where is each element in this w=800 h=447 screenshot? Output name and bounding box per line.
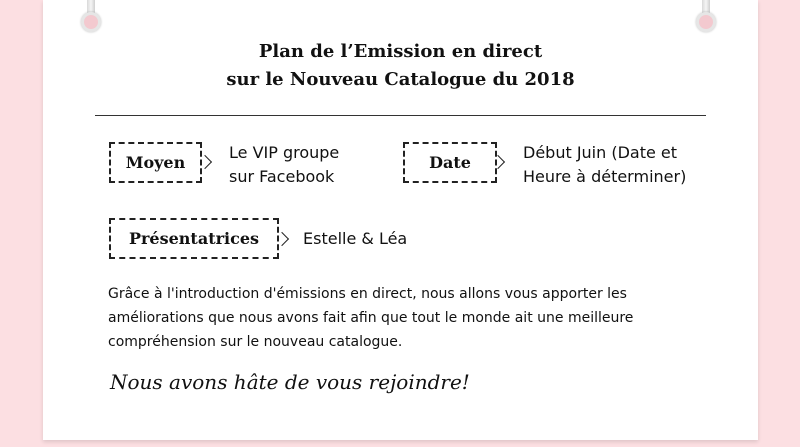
date-label-box: [403, 142, 497, 183]
moyen-value-line-1: Le VIP groupe: [229, 143, 340, 162]
body-paragraph: [108, 282, 698, 354]
date-value: [523, 141, 686, 189]
moyen-value: [229, 141, 339, 189]
pin-icon: [81, 0, 101, 40]
body-line-2: améliorations que nous avons fait afin que tout le monde ait une meilleure: [108, 310, 634, 326]
moyen-label: Moyen: [125, 153, 186, 172]
closing-message: Nous avons hâte de vous rejoindre!: [110, 370, 470, 394]
date-value-line-1: Début Juin (Date et: [523, 143, 678, 162]
presentatrices-value: Estelle & Léa: [303, 229, 408, 248]
document-card: [43, 0, 758, 440]
date-value-line-2: Heure à déterminer): [523, 167, 687, 186]
pin-icon: [696, 0, 716, 40]
moyen-value-line-2: sur Facebook: [229, 167, 335, 186]
date-label: Date: [429, 153, 471, 172]
body-line-3: compréhension sur le nouveau catalogue.: [108, 334, 403, 350]
title-divider: [95, 115, 706, 116]
title-line-1: Plan de l’Emission en direct: [258, 41, 543, 62]
page-title: [43, 38, 758, 94]
body-line-1: Grâce à l'introduction d'émissions en direct, nous allons vous apporter les: [108, 286, 627, 302]
moyen-label-box: [109, 142, 202, 183]
presentatrices-label: Présentatrices: [128, 229, 260, 248]
presentatrices-label-box: [109, 218, 279, 259]
title-line-2: sur le Nouveau Catalogue du 2018: [226, 69, 575, 90]
